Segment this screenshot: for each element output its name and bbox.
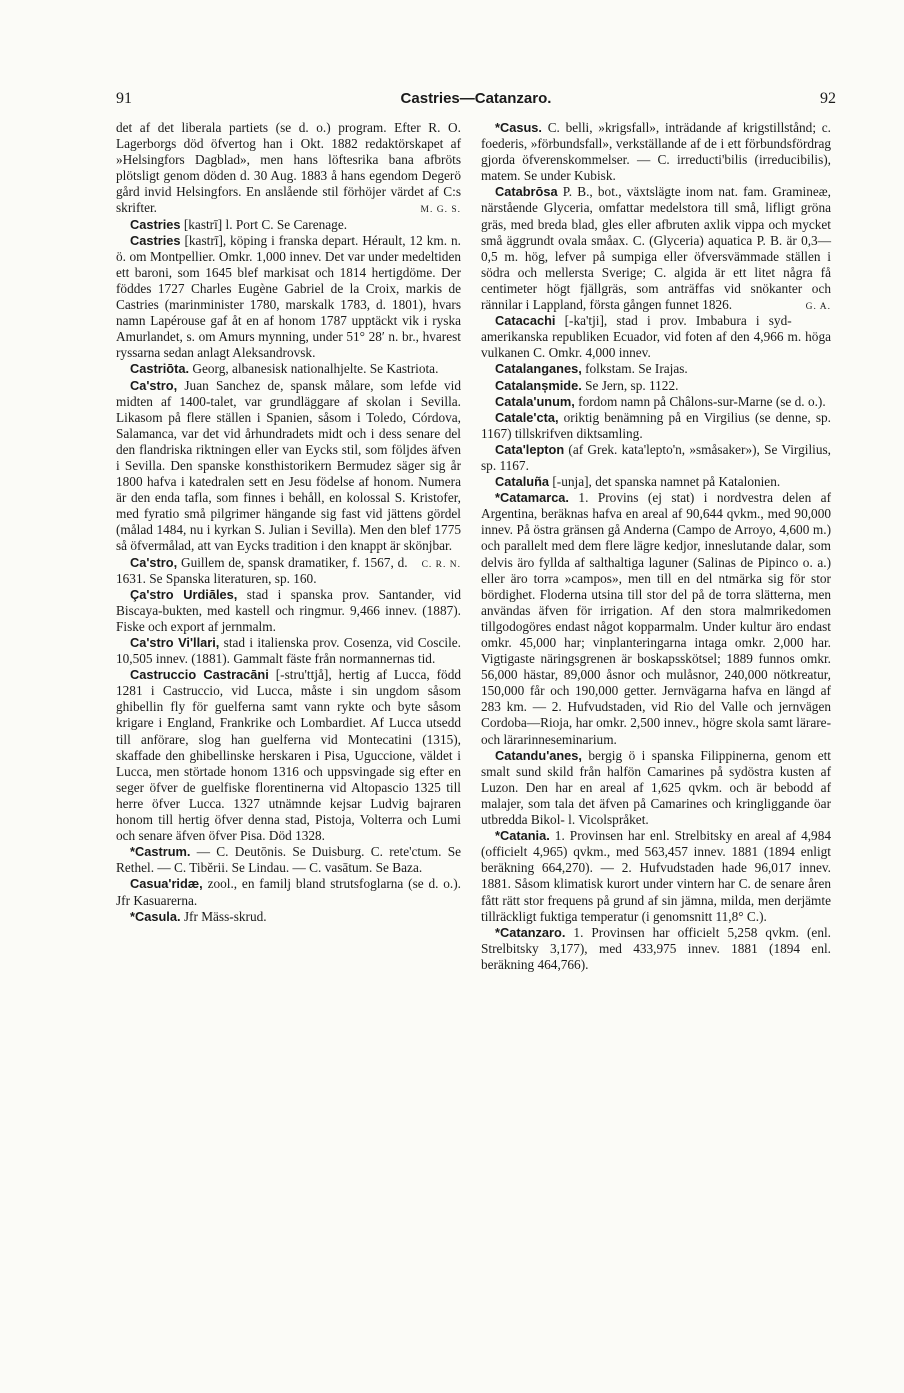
- dictionary-entry: [116, 361, 461, 377]
- entry-headword: Catala'unum,: [495, 393, 575, 409]
- entry-headword: *Catania.: [495, 828, 550, 844]
- entry-headword: Catalanganes,: [495, 361, 582, 377]
- dictionary-entry: [481, 474, 831, 490]
- entry-text: [kastrī] l. Port C. Se Carenage.: [180, 216, 348, 232]
- dictionary-entry: [116, 587, 461, 635]
- entry-text: [-ka'tji], stad i prov. Imbabura i syd-amerikanska republiken Ecuador, vid foten af den 4,966 m. höga vulkanen C. Omkr. 4,000 innev.: [481, 313, 831, 361]
- running-title: Castries—Catanzaro.: [400, 90, 552, 107]
- right-column: [481, 120, 831, 973]
- entry-headword: *Castrum.: [130, 844, 191, 860]
- dictionary-entry: [481, 184, 831, 313]
- dictionary-entry: [116, 667, 461, 844]
- author-signature: G. A.: [805, 302, 831, 313]
- entry-text: 1. Provinsen har officielt 5,258 qvkm. (enl. Strelbitsky 3,177), med 433,975 innev. 1881 (1894 enl. beräkning 464,766).: [481, 924, 831, 972]
- dictionary-entry: [481, 378, 831, 394]
- entry-headword: Catabrōsa: [495, 184, 558, 200]
- dictionary-entry: [116, 876, 461, 908]
- dictionary-entry: [481, 925, 831, 973]
- entry-headword: *Catanzaro.: [495, 924, 566, 940]
- entry-headword: *Casus.: [495, 120, 542, 135]
- entry-text: [kastrī], köping i franska depart. Hérault, 12 km. n. ö. om Montpellier. Omkr. 1,000 innev. Det var under medeltiden ett baroni, som 1645 blef markisat och 1814 hertigdöme. Der föddes 1727 Charles Eugène Gabriel de la Croix, markis de Castries (marinminister 1780, marskalk 1783, d. 1801), hvars namn Lapérouse gaf åt en af honom 1787 upptäckt vik i ryska Amurlandet, s. om Amurs mynning, under 51° 28′ n. br., hvarest ryssarna sedan anlagt Aleksandrovsk.: [116, 232, 461, 361]
- dictionary-entry: [481, 828, 831, 925]
- dictionary-entry: [481, 313, 831, 361]
- entry-headword: Castries: [130, 216, 181, 232]
- entry-headword: Catale'cta,: [495, 409, 559, 425]
- dictionary-entry: [116, 909, 461, 925]
- entry-headword: Ca'stro,: [130, 377, 178, 393]
- dictionary-entry: [116, 844, 461, 876]
- dictionary-entry: [116, 120, 461, 217]
- dictionary-entry: [116, 635, 461, 667]
- entry-headword: Catalanșmide.: [495, 377, 582, 393]
- dictionary-entry: [481, 748, 831, 828]
- dictionary-entry: [481, 442, 831, 474]
- entry-headword: Catacachi: [495, 313, 556, 329]
- entry-text: fordom namn på Châlons-sur-Marne (se d. o.).: [574, 393, 826, 409]
- entry-text: 1. Provins (ej stat) i nordvestra delen af Argentina, beräknas hafva en areal af 90,644 qvkm., med 90,000 innev. På östra gränsen gå Anderna (Campo de Arroyo, 4,600 m.) och parallelt med dem flere lägre kedjor, inneslutande dalar, som delvis äro fyllda af salthaltiga laguner (Salinas de Pipinco o. a.) eller äro torra »campos», men till en del ntmärka sig för stor bördighet. Floderna utsina till stor del på de torra slätterna, men användas äfven för irrigation. Af den stora malmrikedomen tillgodogöres endast något kopparmalm. Under kultur äro endast omkr. 45,000 har; vinplanteringarna intaga omkr. 2,000 har. Vigtigaste näringsgrenen är boskapsskötsel; 1889 funnos omkr. 56,000 hästar, 89,000 åsnor och mulåsnor, 240,000 nötkreatur, 150,000 får och 190,000 getter. Jernvägarna hafva en längd af 283 km. — 2. Hufvudstaden, vid Rio del Valle och jernvägen Cordoba—Rioja, har omkr. 2,500 innev., högre skola samt lärare- och lärarinneseminarium.: [481, 490, 831, 747]
- dictionary-entry: [116, 233, 461, 362]
- entry-headword: Catandu'anes,: [495, 747, 582, 763]
- entry-text: Georg, albanesisk nationalhjelte. Se Kastriota.: [189, 361, 439, 377]
- page-number-right: 92: [820, 90, 836, 107]
- entry-headword: Casua'ridæ,: [130, 876, 203, 892]
- dictionary-entry: [481, 490, 831, 748]
- entry-text: stad i spanska prov. Santander, vid Biscaya-bukten, med kastell och ringmur. 9,466 innev. (1887). Fiske och export af jernmalm.: [116, 586, 461, 634]
- entry-headword: Ca'stro,: [130, 554, 178, 570]
- left-column: [116, 120, 461, 925]
- entry-text: folkstam. Se Irajas.: [581, 361, 688, 377]
- entry-headword: *Casula.: [130, 908, 181, 924]
- entry-headword: Cata'lepton: [495, 441, 565, 457]
- entry-headword: Cataluña: [495, 474, 550, 490]
- dictionary-entry: [481, 410, 831, 442]
- entry-text: bergig ö i spanska Filippinerna, genom ett smalt sund skild från halfön Camarines på sydöstra kusten af Luzon. Den har en areal af 1,625 qvkm. och är bebodd af malajer, som tala det äfven på Camarines och kringliggande öar utbredda Bikol- l. Vicolspråket.: [481, 747, 831, 828]
- author-signature: M. G. S.: [420, 205, 461, 216]
- entry-text: C. belli, »krigsfall», inträdande af krigstillstånd; c. foederis, »förbundsfall», verkställande af de i ett förbundsfördrag gjorda öfverenskommelser. — C. irreducti'bilis (irreducibilis), matem. Se under Kubisk.: [481, 120, 831, 184]
- entry-text: det af det liberala partiets (se d. o.) program. Efter R. O. Lagerborgs död öfvertog han i Okt. 1882 redaktörskapet af »Helsingfors Dagblad», men hans löftesrika bana afbröts plötsligt genom döden d. 30 Aug. 1883 å hans egendom Degerö gård invid Helsingfors. En anslående stil förhöjer värdet af C:s skrifter.: [116, 120, 461, 216]
- entry-text: P. B., bot., växtslägte inom nat. fam. Gramineæ, närstående Glyceria, omfattar medelstora till små, lifligt gröna gräs, med breda blad, gles eller afbruten axlik vippa och mycket små äggrundt ovala småax. C. (Glyceria) aquatica P. B. är 0,3—0,5 m. hög, lefver på sumpiga eller öfversvämmade ställen i södra och mellersta Sverige; C. algida är ett litet några få centimeter högt fjällgräs, som anträffas vid snökanter och rännilar i Lappland, första gången funnet 1826.: [481, 184, 831, 313]
- entry-text: oriktig benämning på en Virgilius (se denne, sp. 1167) tillskrifven diktsamling.: [481, 409, 831, 441]
- page-header: [116, 90, 836, 112]
- entry-text: — C. Deutōnis. Se Duisburg. C. rete'ctum. Se Rethel. — C. Tibĕrii. Se Lindau. — C. vasātum. Se Baza.: [116, 844, 461, 876]
- entry-text: Jfr Mäss-skrud.: [180, 908, 267, 924]
- dictionary-entry: [481, 361, 831, 377]
- entry-headword: Castruccio Castracāni: [130, 667, 269, 683]
- entry-text: Guillem de, spansk dramatiker, f. 1567, d. 1631. Se Spanska literaturen, sp. 160.: [116, 554, 408, 586]
- entry-text: stad i italienska prov. Cosenza, vid Coscile. 10,505 innev. (1881). Gammalt fäste från normannernas tid.: [116, 635, 461, 667]
- entry-text: (af Grek. kata'lepto'n, »småsaker»), Se Virgilius, sp. 1167.: [481, 441, 831, 473]
- entry-text: [-stru'ttjå], hertig af Lucca, född 1281 i Castruccio, vid Lucca, måste i sin ungdom såsom ghibellin fly för guelferna samt vann rykte och byte såsom krigare i England, Frankrike och Lombardiet. Af Lucca utsedd till anförare, slog han guelferna vid Montecatini (1315), skaffade den ghibellinske herskaren i Pisa, Uguccione, väldet i Lucca, men störtade honom 1316 och uppsvingade sig efter en seger öfver de guelfiske florentinerna vid Altopascio 1325 till herre öfver Lucca. 1327 utnämnde kejsar Ludvig bajraren honom till hertig öfver denna stad, Pistoja, Volterra och Lumi och senare äfven öfver Pisa. Död 1328.: [116, 667, 462, 844]
- entry-headword: Ca'stro Vi'llari,: [130, 635, 220, 650]
- entry-text: 1. Provinsen har enl. Strelbitsky en areal af 4,984 (officielt 4,965) qvkm., med 563,457 innev. 1881 (1894 enligt beräkning 664,270). — 2. Hufvudstaden hade 96,017 innev. 1881. Såsom klimatisk kurort under vintern har C. de senare åren fått rätt stor frequens på grund af sin jämna, milda, men derjämte tillräckligt fuktiga temperatur (i genomsnitt 11,8° C.).: [481, 828, 831, 924]
- entry-text: zool., en familj bland strutsfoglarna (se d. o.). Jfr Kasuarerna.: [116, 876, 461, 908]
- page-number-left: 91: [116, 90, 132, 107]
- dictionary-entry: [481, 120, 831, 184]
- entry-headword: Ça'stro Urdiāles,: [130, 586, 238, 602]
- entry-headword: *Catamarca.: [495, 490, 569, 506]
- entry-text: Juan Sanchez de, spansk målare, som lefde vid midten af 1400-talet, var grundläggare af skolan i Sevilla. Likasom på flere ställen i Spanien, såsom i Toledo, Córdova, Salamanca, var det vid århundradets midt och i dess senare del den flandriska riktningen eller van Eycks stil, som följdes äfven i Sevilla. Den spanske konsthistorikern Bermudez säger sig år 1800 hafva i katedralen sett en Jesu födelse af honom. Numera är den enda tafla, som finnes i behåll, en kolossal S. Kristofer, med fyratio små pilgrimer hängande sig fast vid jättens gördel (målad 1484, nu i kyrkan S. Julian i Sevilla). Men den blef 1775 så öfvermålad, att van Eycks tradition i den knappt är skönjbar.: [116, 377, 461, 554]
- author-signature: C. R. N.: [421, 559, 461, 570]
- dictionary-entry: [481, 394, 831, 410]
- entry-text: Se Jern, sp. 1122.: [581, 377, 679, 393]
- entry-text: [-unja], det spanska namnet på Katalonien.: [549, 474, 781, 490]
- entry-headword: Castriōta.: [130, 361, 190, 377]
- entry-headword: Castries: [130, 232, 181, 248]
- dictionary-entry: [116, 217, 461, 233]
